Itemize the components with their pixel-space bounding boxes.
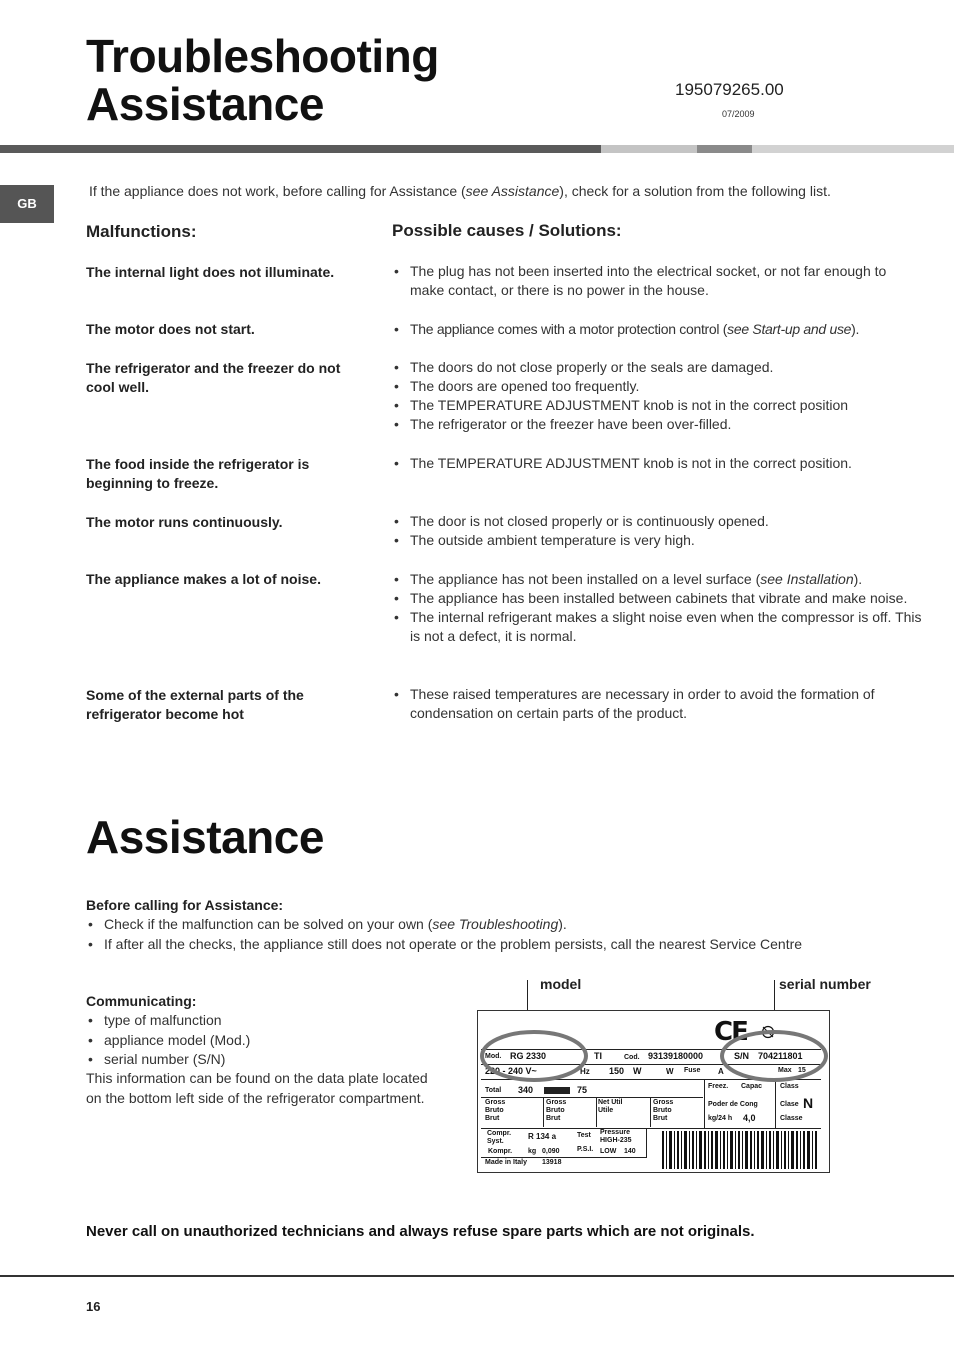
malfunction-3: The refrigerator and the freezer do not cool well. <box>86 360 341 395</box>
cause-item: • The refrigerator or the freezer have been over-filled. <box>392 415 922 434</box>
plate-made-num: 13918 <box>542 1159 562 1166</box>
intro-link: see Assistance <box>465 183 560 199</box>
plate-kg24: kg/24 h <box>708 1115 733 1122</box>
header-bar-light <box>601 145 697 153</box>
header-bar-light-end <box>752 145 954 153</box>
plate-net: Net Util Utile <box>598 1099 623 1114</box>
plate-total-val: 340 <box>518 1085 534 1095</box>
plate-line <box>481 1097 703 1098</box>
plate-gross2: Gross Bruto Brut <box>546 1099 567 1122</box>
plate-test: Test <box>577 1132 591 1139</box>
before-calling-list <box>86 915 906 954</box>
plate-kg24-val: 4,0 <box>743 1113 756 1123</box>
plate-a: A <box>718 1067 724 1076</box>
communicating-text: This information can be found on the data plate located on the bottom left side of the refrigerator compartment. <box>86 1070 428 1106</box>
causes-4 <box>392 454 922 473</box>
malfunction-7: Some of the external parts of the refrigerator become hot <box>86 687 304 722</box>
data-plate <box>477 1010 830 1173</box>
malfunction-5: The motor runs continuously. <box>86 514 283 530</box>
plate-sn-value: 704211801 <box>758 1051 803 1061</box>
list-item: • Check if the malfunction can be solved on your own (see Troubleshooting). <box>86 915 906 935</box>
plate-low-val: 140 <box>624 1148 636 1155</box>
communicating-list <box>86 1011 250 1070</box>
cause-item: • The outside ambient temperature is very high. <box>392 531 922 550</box>
header-bar-dark <box>0 145 601 153</box>
causes-7 <box>392 685 922 723</box>
cause-item: • The internal refrigerant makes a slight noise even when the compressor is off. This is not a defect, it is normal. <box>392 608 922 646</box>
plate-line <box>481 1157 647 1158</box>
footer-rule <box>0 1275 954 1277</box>
plate-mod-label: Mod. <box>485 1053 502 1060</box>
plate-poder: Poder de Cong <box>708 1101 758 1108</box>
plate-voltage: 220 - 240 V~ <box>485 1066 537 1076</box>
before-calling-heading: Before calling for Assistance: <box>86 897 284 913</box>
plate-kompr: Kompr. <box>488 1148 513 1155</box>
plate-refr: R 134 a <box>528 1132 557 1141</box>
plate-class: Class <box>780 1083 799 1090</box>
barcode-icon <box>662 1131 818 1169</box>
causes-2 <box>392 320 922 339</box>
plate-kg-val: 0,090 <box>542 1148 560 1155</box>
malfunction-2: The motor does not start. <box>86 321 255 337</box>
cause-item: • The TEMPERATURE ADJUSTMENT knob is not in the correct position <box>392 396 922 415</box>
plate-freez: Freez. <box>708 1083 729 1090</box>
list-item: • If after all the checks, the appliance still does not operate or the problem persists, call the nearest Service Centre <box>86 935 906 955</box>
plate-kg-label: kg <box>528 1148 537 1155</box>
malfunction-4: The food inside the refrigerator is beginning to freeze. <box>86 456 310 491</box>
list-item: • type of malfunction <box>86 1011 250 1031</box>
plate-pressure: Pressure <box>600 1129 630 1136</box>
warning-text: Never call on unauthorized technicians and always refuse spare parts which are not originals. <box>86 1223 755 1240</box>
plate-max-val: 15 <box>798 1067 806 1074</box>
page-number: 16 <box>86 1299 101 1314</box>
plate-divider <box>646 1128 647 1158</box>
intro-text: If the appliance does not work, before calling for Assistance (see Assistance), check for a solution from the following list. <box>89 183 831 199</box>
plate-sn-label: S/N <box>734 1051 750 1061</box>
ce-mark: CE <box>714 1017 747 1047</box>
plate-val75: 75 <box>577 1085 588 1095</box>
causes-1 <box>392 262 922 300</box>
plate-mod-value: RG 2330 <box>510 1051 547 1061</box>
plate-psi: P.S.I. <box>577 1146 594 1153</box>
plate-divider <box>543 1097 544 1127</box>
plate-total: Total <box>485 1087 502 1094</box>
plate-ti: TI <box>594 1051 602 1061</box>
cause-item: • The TEMPERATURE ADJUSTMENT knob is not in the correct position. <box>392 454 922 473</box>
cause-item: • The door is not closed properly or is continuously opened. <box>392 512 922 531</box>
causes-6 <box>392 570 922 646</box>
plate-max: Max <box>778 1067 792 1074</box>
cause-item: • The plug has not been inserted into the electrical socket, or not far enough to make contact, or there is no power in the house. <box>392 262 922 300</box>
plate-low: LOW <box>600 1148 617 1155</box>
plate-w2: W <box>666 1067 674 1076</box>
assistance-title: Assistance <box>86 811 324 863</box>
plate-classe: Classe <box>780 1115 803 1122</box>
causes-3 <box>392 358 922 434</box>
document-date: 07/2009 <box>722 109 755 119</box>
plate-gross: Gross Bruto Brut <box>485 1099 506 1122</box>
cause-item: • The doors are opened too frequently. <box>392 377 922 396</box>
header-bar-mid <box>697 145 752 153</box>
plate-w: W <box>633 1066 642 1076</box>
malfunctions-heading: Malfunctions: <box>86 222 197 241</box>
serial-number-label: serial number <box>779 976 871 992</box>
plate-divider <box>596 1097 597 1127</box>
highlight-ellipses <box>478 1023 829 1089</box>
plate-high: HIGH-235 <box>600 1137 632 1144</box>
plate-cod-label: Cod. <box>624 1054 640 1061</box>
plate-watts: 150 <box>609 1066 625 1076</box>
plate-class-val: N <box>803 1095 814 1111</box>
plate-compr: Compr. Syst. <box>487 1130 512 1145</box>
cause-item: • The appliance has been installed between cabinets that vibrate and make noise. <box>392 589 922 608</box>
list-item: • appliance model (Mod.) <box>86 1031 250 1051</box>
causes-5 <box>392 512 922 550</box>
plate-made-in: Made in Italy <box>485 1159 528 1166</box>
malfunction-1: The internal light does not illuminate. <box>86 264 335 280</box>
list-item: • serial number (S/N) <box>86 1050 250 1070</box>
plate-hz: Hz <box>580 1067 590 1076</box>
plate-fuse: Fuse <box>684 1067 701 1074</box>
model-label: model <box>540 976 582 992</box>
communicating-heading: Communicating: <box>86 993 197 1009</box>
document-number: 195079265.00 <box>675 80 784 99</box>
plate-divider <box>650 1097 651 1127</box>
plate-clase: Clase <box>780 1101 799 1108</box>
causes-heading: Possible causes / Solutions: <box>392 221 622 240</box>
plate-gross3: Gross Bruto Brut <box>653 1099 674 1122</box>
plate-line <box>481 1128 821 1129</box>
page-title-line1: Troubleshooting <box>86 30 439 82</box>
plate-capac: Capac <box>741 1083 763 1090</box>
cause-item: • These raised temperatures are necessary in order to avoid the formation of condensation on certain parts of the product. <box>392 685 922 723</box>
cause-item: • The doors do not close properly or the seals are damaged. <box>392 358 922 377</box>
page-title-line2: Assistance <box>86 78 324 130</box>
malfunction-6: The appliance makes a lot of noise. <box>86 571 321 587</box>
cause-item: • The appliance comes with a motor protection control (see Start-up and use). <box>392 320 922 339</box>
language-tab: GB <box>0 185 54 223</box>
cause-item: • The appliance has not been installed on a level surface (see Installation). <box>392 570 922 589</box>
plate-cod-value: 93139180000 <box>648 1051 704 1061</box>
